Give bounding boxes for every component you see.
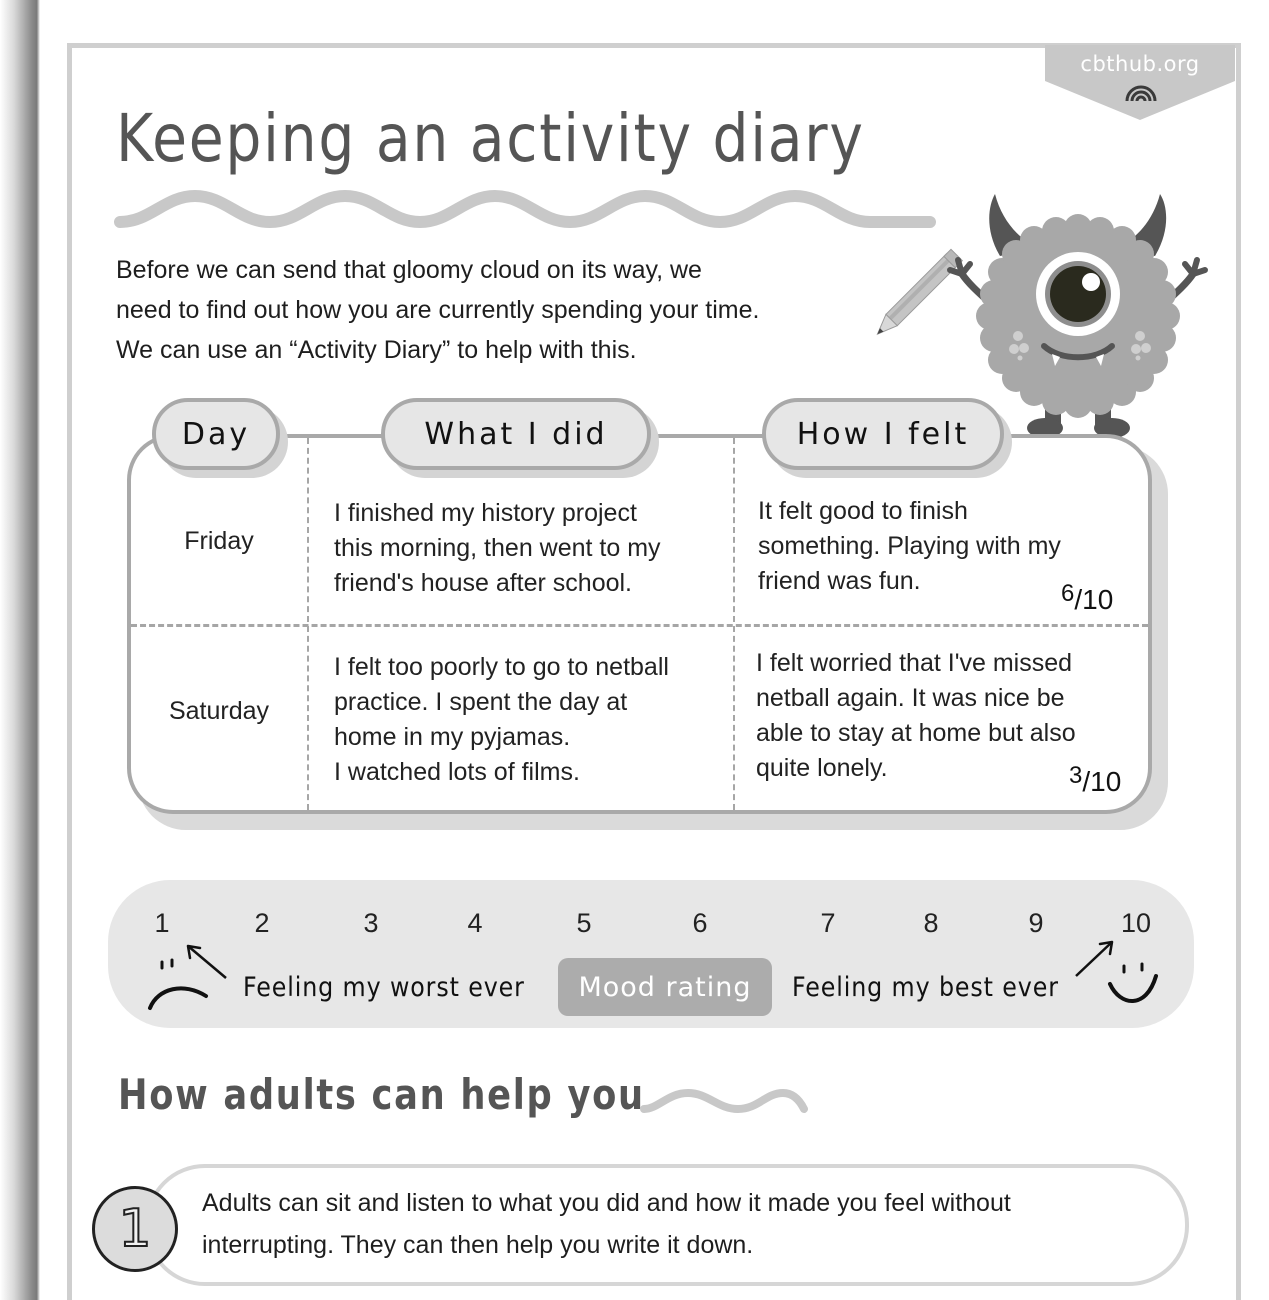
scale-number: 6	[692, 908, 708, 938]
scale-number: 5	[576, 908, 592, 938]
column-header-what-i-did: What I did	[381, 398, 651, 470]
happy-face-icon	[1072, 934, 1164, 1014]
mood-score	[1061, 580, 1113, 616]
mood-score	[1069, 762, 1121, 798]
scale-number: 8	[923, 908, 939, 938]
table-cell-day: Saturday	[168, 697, 270, 725]
rainbow-arcs-icon	[1125, 84, 1157, 102]
intro-paragraph	[116, 250, 876, 370]
brand-site-link[interactable]: cbthub.org	[1080, 52, 1200, 76]
scale-number: 10	[1120, 908, 1152, 938]
sad-face-icon	[144, 942, 234, 1014]
mood-score-max: /10	[1074, 584, 1114, 615]
cell-line: I felt too poorly to go to netball	[334, 653, 669, 681]
mood-score-value: 3	[1069, 762, 1083, 789]
cell-line: I felt worried that I've missed	[756, 649, 1073, 677]
cell-line: friend was fun.	[758, 567, 921, 595]
table-cell-day: Friday	[184, 527, 254, 555]
row-divider	[131, 624, 1148, 627]
column-header-how-i-felt: How I felt	[762, 398, 1004, 470]
heading-wave-decoration	[638, 1085, 810, 1119]
mood-score-max: /10	[1082, 766, 1122, 797]
scale-number: 9	[1028, 908, 1044, 938]
title-wave-decoration	[110, 188, 940, 234]
cell-line: friend's house after school.	[334, 569, 632, 597]
cell-line: quite lonely.	[756, 754, 888, 782]
page-edge-shadow	[0, 0, 40, 1300]
cell-line: It felt good to finish	[758, 497, 968, 525]
cell-line: I watched lots of films.	[334, 758, 580, 786]
cell-line: home in my pyjamas.	[334, 723, 571, 751]
table-cell-what-i-did	[334, 650, 729, 790]
cell-line: this morning, then went to my	[334, 534, 661, 562]
page-title: Keeping an activity diary	[116, 100, 865, 177]
low-mood-label: Feeling my worst ever	[243, 972, 525, 1003]
scale-number: 7	[820, 908, 836, 938]
scale-number: 3	[363, 908, 379, 938]
column-header-day: Day	[152, 398, 280, 470]
scale-number: 4	[467, 908, 483, 938]
mood-score-value: 6	[1061, 580, 1075, 607]
cell-line: I finished my history project	[334, 499, 637, 527]
tip-text	[202, 1182, 1162, 1266]
table-cell-what-i-did	[334, 496, 724, 601]
tip-number-badge: 1	[92, 1186, 178, 1272]
intro-line: Before we can send that gloomy cloud on its way, we	[116, 256, 702, 284]
scale-number: 1	[154, 908, 170, 938]
cell-line: practice. I spent the day at	[334, 688, 628, 716]
high-mood-label: Feeling my best ever	[792, 972, 1059, 1003]
tip-line: interrupting. They can then help you write it down.	[202, 1231, 754, 1259]
activity-diary-table	[127, 434, 1152, 814]
cell-line: able to stay at home but also	[756, 719, 1076, 747]
scale-number: 2	[254, 908, 270, 938]
tip-line: Adults can sit and listen to what you did and how it made you feel without	[202, 1189, 1011, 1217]
mood-rating-label: Mood rating	[558, 958, 772, 1016]
section-heading: How adults can help you	[118, 1070, 645, 1119]
cell-line: netball again. It was nice be	[756, 684, 1065, 712]
cell-line: something. Playing with my	[758, 532, 1061, 560]
intro-line: need to find out how you are currently spending your time.	[116, 296, 760, 324]
intro-line: We can use an “Activity Diary” to help with this.	[116, 336, 637, 364]
